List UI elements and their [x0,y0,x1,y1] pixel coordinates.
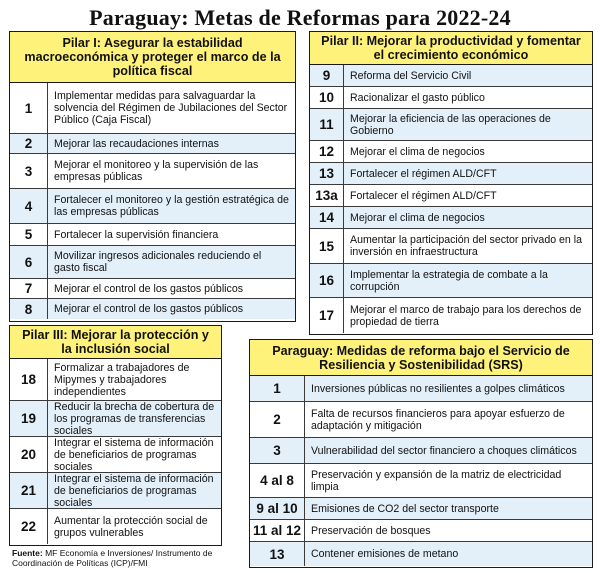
table-row [310,264,592,298]
table-row [10,359,221,401]
row-number: 16 [310,264,344,297]
table-row [10,154,295,189]
row-text: Reforma del Servicio Civil [350,69,472,82]
row-number: 4 al 8 [250,464,305,497]
row-number: 6 [10,246,48,278]
table-row [10,299,295,319]
row-number: 10 [310,87,344,108]
row-number: 12 [310,141,344,162]
row-text: Movilizar ingresos adicionales reduciendo el gasto fiscal [54,250,262,274]
table-row [250,464,592,498]
row-number: 14 [310,207,344,228]
row-text: Mejorar las recaudaciones internas [54,137,219,150]
row-number: 15 [310,229,344,263]
row-number: 2 [10,134,48,153]
row-text: Emisiones de CO2 del sector transporte [311,502,499,515]
pilar-1-header: Pilar I: Asegurar la estabilidad macroeconómica y proteger el marco de la política fiscal [10,32,295,83]
row-number: 2 [250,402,305,437]
row-text: Integrar el sistema de información de beneficiarios de programas sociales [54,436,214,473]
row-number: 5 [10,224,48,245]
row-number: 3 [250,438,305,463]
pilar-1-table [9,31,296,322]
row-text: Implementar la estrategia de combate a la corrupción [350,268,548,293]
pilar-3-header: Pilar III: Mejorar la protección y la inclusión social [10,326,221,359]
row-text: Contener emisiones de metano [311,548,459,560]
table-row [10,437,221,473]
row-number: 17 [310,298,344,333]
table-row [250,520,592,542]
row-text: Mejorar el marco de trabajo para los derechos de propiedad de tierra [350,303,582,328]
table-row [10,246,295,279]
table-row [250,498,592,520]
row-text: Formalizar a trabajadores de Mipymes y trabajadores independientes [54,361,190,398]
row-number: 20 [10,437,48,472]
row-text: Mejorar el control de los gastos públicos [54,282,244,295]
row-text: Fortalecer el régimen ALD/CFT [350,167,497,180]
row-text: Mejorar el clima de negocios [350,145,485,158]
source-text: MF Economía e Inversiones/ Instrumento de Coordinación de Políticas (ICP)/FMI [12,548,213,568]
row-text: Integrar el sistema de información de beneficiarios de programas sociales [54,472,214,509]
row-text: Fortalecer el régimen ALD/CFT [350,189,497,202]
row-text: Falta de recursos financieros para apoyar esfuerzo de adaptación y mitigación [311,407,565,432]
table-row [250,402,592,438]
row-text: Mejorar el monitoreo y la supervisión de las empresas públicas [54,159,259,183]
row-number: 11 [310,109,344,140]
row-text: Preservación y expansión de la matriz de electricidad limpia [311,468,562,493]
row-number: 11 al 12 [250,520,305,541]
row-text: Mejorar el control de los gastos públicos [54,303,244,315]
table-row [310,87,592,109]
source-label: Fuente: [12,548,43,558]
row-number: 13 [310,163,344,184]
table-row [10,189,295,224]
row-text: Reducir la brecha de cobertura de los programas de transferencias sociales [54,400,215,437]
table-row [10,473,221,509]
row-number: 13a [310,185,344,206]
row-text: Racionalizar el gasto público [350,91,485,104]
row-number: 9 [310,65,344,86]
table-row [10,279,295,299]
table-row [250,542,592,566]
row-text: Preservación de bosques [311,524,431,537]
table-row [310,141,592,163]
row-number: 9 al 10 [250,498,305,519]
srs-header: Paraguay: Medidas de reforma bajo el Servicio de Resiliencia y Sostenibilidad (SRS) [250,340,592,376]
row-text: Vulnerabilidad del sector financiero a choques climáticos [311,444,577,457]
row-number: 13 [250,542,305,566]
table-row [310,298,592,333]
table-row [310,185,592,207]
row-number: 19 [10,401,48,436]
row-number: 7 [10,279,48,298]
table-row [250,376,592,402]
row-number: 21 [10,473,48,508]
row-text: Fortalecer el monitoreo y la gestión estratégica de las empresas públicas [54,194,289,218]
row-text: Aumentar la participación del sector privado en la inversión en infraestructura [350,234,583,258]
table-row [10,134,295,154]
srs-table [249,339,593,568]
row-number: 1 [10,83,48,133]
page-title: Paraguay: Metas de Reformas para 2022-24 [89,5,511,30]
table-row [10,224,295,246]
row-text: Implementar medidas para salvaguardar la solvencia del Régimen de Jubilaciones del Sector Público (Caja Fiscal) [54,90,288,126]
pilar-2-header: Pilar II: Mejorar la productividad y fomentar el crecimiento económico [310,32,592,65]
row-number: 18 [10,359,48,400]
row-number: 1 [250,376,305,401]
pilar-3-table [9,325,222,546]
table-row [310,163,592,185]
table-row [10,401,221,437]
table-row [310,65,592,87]
row-number: 22 [10,509,48,544]
row-text: Mejorar la eficiencia de las operaciones de Gobierno [350,112,551,137]
row-text: Fortalecer la supervisión financiera [54,228,219,241]
table-row [10,509,221,544]
table-row [250,438,592,464]
table-row [310,109,592,141]
pilar-2-table [309,31,593,335]
row-text: Mejorar el clima de negocios [350,211,485,224]
row-number: 4 [10,189,48,223]
table-row [310,229,592,264]
table-row [310,207,592,229]
row-number: 8 [10,299,48,319]
table-row [10,83,295,134]
row-number: 3 [10,154,48,188]
row-text: Inversiones públicas no resilientes a golpes climáticos [311,382,565,395]
row-text: Aumentar la protección social de grupos vulnerables [54,514,208,539]
source-note [12,548,232,568]
